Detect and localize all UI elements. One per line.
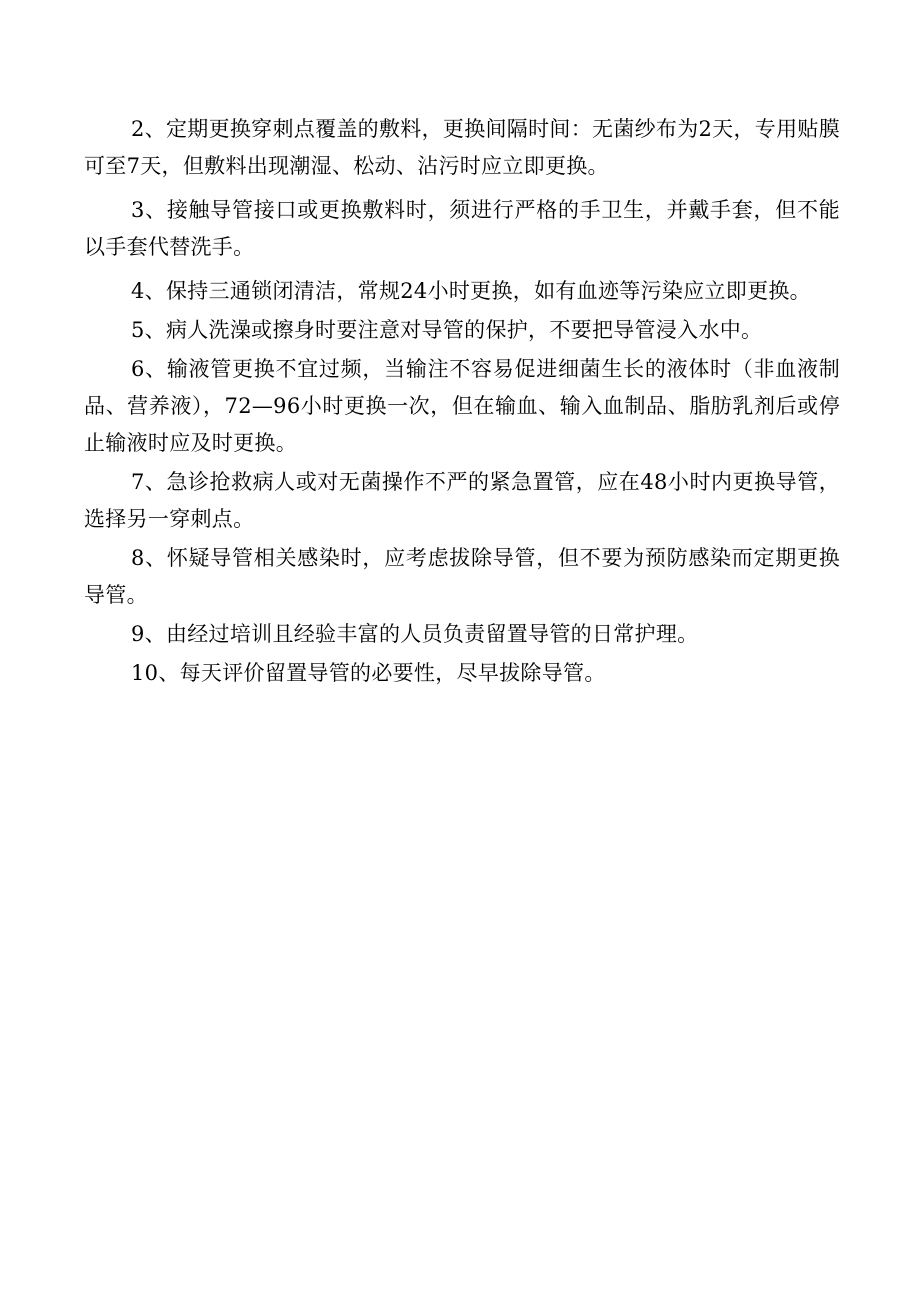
paragraph-item-3: 3、接触导管接口或更换敷料时，须进行严格的手卫生，并戴手套，但不能以手套代替洗手。 — [84, 198, 840, 259]
paragraph-item-4: 4、保持三通锁闭清洁，常规24小时更换，如有血迹等污染应立即更换。 — [131, 279, 811, 303]
document-body — [84, 111, 840, 694]
paragraph-item-2: 2、定期更换穿刺点覆盖的敷料，更换间隔时间：无菌纱布为2天，专用贴膜可至7天，但敷料出现潮湿、松动、沾污时应立即更换。 — [84, 117, 840, 178]
paragraph-item-10: 10、每天评价留置导管的必要性，尽早拔除导管。 — [131, 661, 606, 685]
paragraph-item-9: 9、由经过培训且经验丰富的人员负责留置导管的日常护理。 — [131, 622, 699, 646]
paragraph-item-8: 8、怀疑导管相关感染时，应考虑拔除导管，但不要为预防感染而定期更换导管。 — [84, 546, 840, 607]
paragraph-item-6: 6、输液管更换不宜过频，当输注不容易促进细菌生长的液体时（非血液制品、营养液），72—96小时更换一次，但在输血、输入血制品、脂肪乳剂后或停止输液时应及时更换。 — [84, 357, 840, 455]
paragraph-item-5: 5、病人洗澡或擦身时要注意对导管的保护，不要把导管浸入水中。 — [131, 318, 763, 342]
paragraph-item-7: 7、急诊抢救病人或对无菌操作不严的紧急置管，应在48小时内更换导管，选择另一穿刺点。 — [84, 470, 840, 531]
